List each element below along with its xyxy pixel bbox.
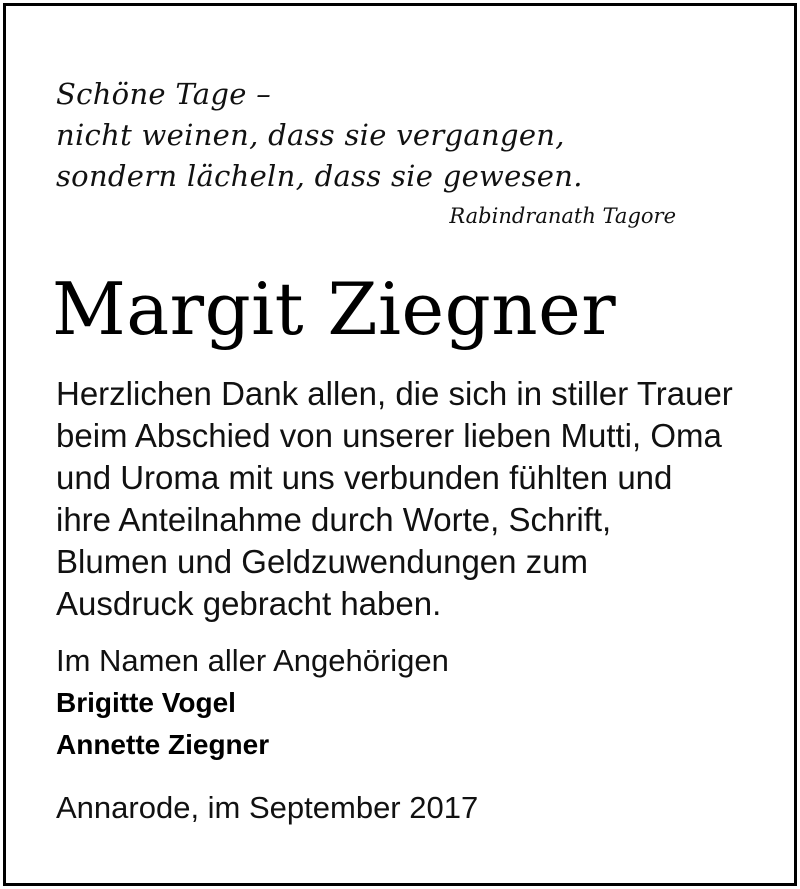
message-line: Ausdruck gebracht haben. bbox=[56, 585, 442, 622]
signer-name: Annette Ziegner bbox=[56, 729, 270, 760]
on-behalf-line: Im Namen aller Angehörigen bbox=[56, 643, 449, 678]
obituary-frame bbox=[3, 3, 797, 886]
deceased-name: Margit Ziegner bbox=[52, 267, 617, 351]
message-line: und Uroma mit uns verbunden fühlten und bbox=[56, 459, 673, 496]
place-date: Annarode, im September 2017 bbox=[56, 790, 479, 825]
message-line: Herzlichen Dank allen, die sich in stiller Trauer bbox=[56, 375, 733, 412]
thank-you-message bbox=[56, 373, 733, 625]
message-line: ihre Anteilnahme durch Worte, Schrift, bbox=[56, 501, 612, 538]
signers-block bbox=[56, 682, 269, 766]
quote-block bbox=[56, 74, 583, 197]
message-line: Blumen und Geldzuwendungen zum bbox=[56, 543, 589, 580]
quote-line: sondern lächeln, dass sie gewesen. bbox=[56, 159, 583, 193]
message-line: beim Abschied von unserer lieben Mutti, Oma bbox=[56, 417, 722, 454]
quote-line: Schöne Tage – bbox=[56, 77, 272, 111]
signer-name: Brigitte Vogel bbox=[56, 687, 236, 718]
quote-line: nicht weinen, dass sie vergangen, bbox=[56, 118, 565, 152]
quote-author: Rabindranath Tagore bbox=[449, 204, 676, 228]
